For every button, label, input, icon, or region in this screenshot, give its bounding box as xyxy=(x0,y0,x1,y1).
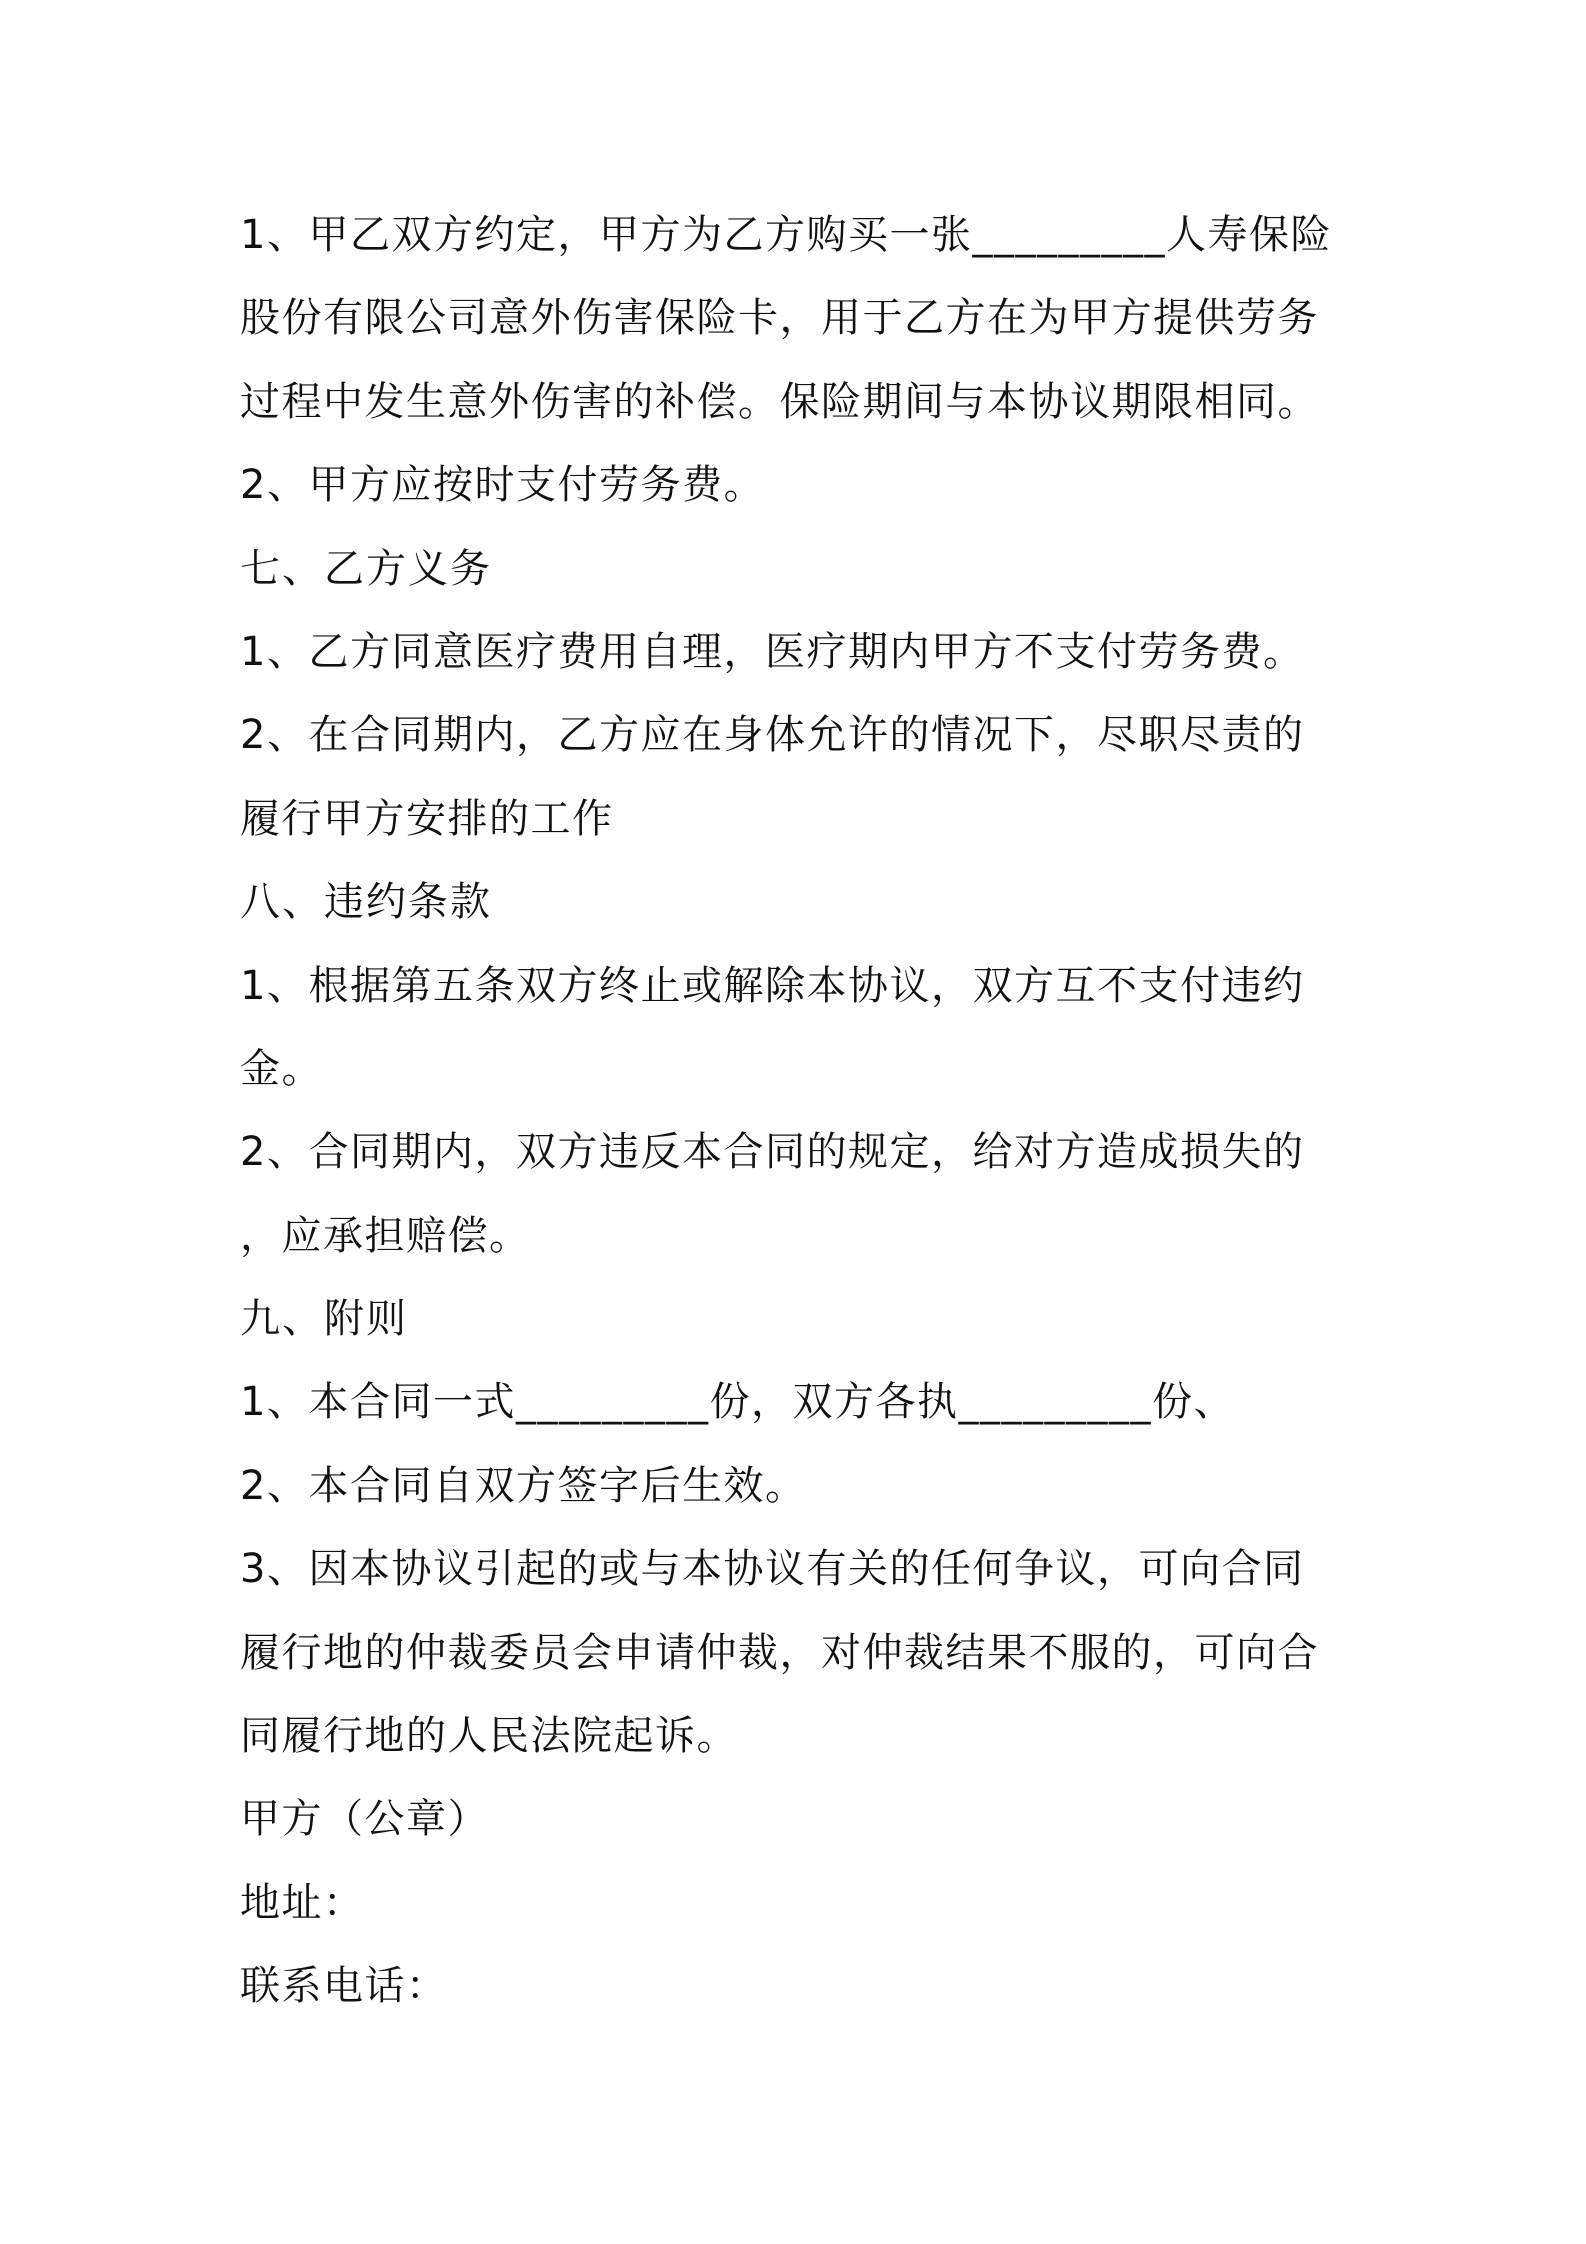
text-line: 履行甲方安排的工作 xyxy=(240,795,614,842)
party-a-seal-label: 甲方（公章） xyxy=(240,1796,489,1843)
text-line: 2、本合同自双方签字后生效。 xyxy=(240,1462,807,1509)
text-line: 1、乙方同意医疗费用自理，医疗期内甲方不支付劳务费。 xyxy=(240,628,1305,675)
section-heading-breach: 八、违约条款 xyxy=(240,879,492,926)
text-line: 1、甲乙双方约定，甲方为乙方购买一张_________人寿保险 xyxy=(240,212,1332,258)
phone-label: 联系电话： xyxy=(240,1963,448,2010)
text-line: 3、因本协议引起的或与本协议有关的任何争议，可向合同 xyxy=(240,1546,1305,1593)
section-heading-obligations: 七、乙方义务 xyxy=(240,545,492,592)
text-line: 2、在合同期内，乙方应在身体允许的情况下，尽职尽责的 xyxy=(240,712,1305,759)
text-line: 履行地的仲裁委员会申请仲裁，对仲裁结果不服的，可向合 xyxy=(240,1629,1319,1676)
text-line: 过程中发生意外伤害的补偿。保险期间与本协议期限相同。 xyxy=(240,378,1319,425)
document-body xyxy=(240,194,1360,2029)
text-line: 2、甲方应按时支付劳务费。 xyxy=(240,462,765,509)
text-line: 同履行地的人民法院起诉。 xyxy=(240,1713,738,1760)
text-line: 1、本合同一式_________份，双方各执_________份、 xyxy=(240,1379,1235,1426)
text-line: 1、根据第五条双方终止或解除本协议，双方互不支付违约 xyxy=(240,962,1305,1009)
text-line: 股份有限公司意外伤害保险卡，用于乙方在为甲方提供劳务 xyxy=(240,295,1319,342)
text-line: ，应承担赔偿。 xyxy=(240,1212,531,1259)
text-line: 金。 xyxy=(240,1045,323,1092)
section-heading-supplementary: 九、附则 xyxy=(240,1296,408,1343)
text-line: 2、合同期内，双方违反本合同的规定，给对方造成损失的 xyxy=(240,1129,1305,1176)
address-label: 地址： xyxy=(240,1879,365,1926)
